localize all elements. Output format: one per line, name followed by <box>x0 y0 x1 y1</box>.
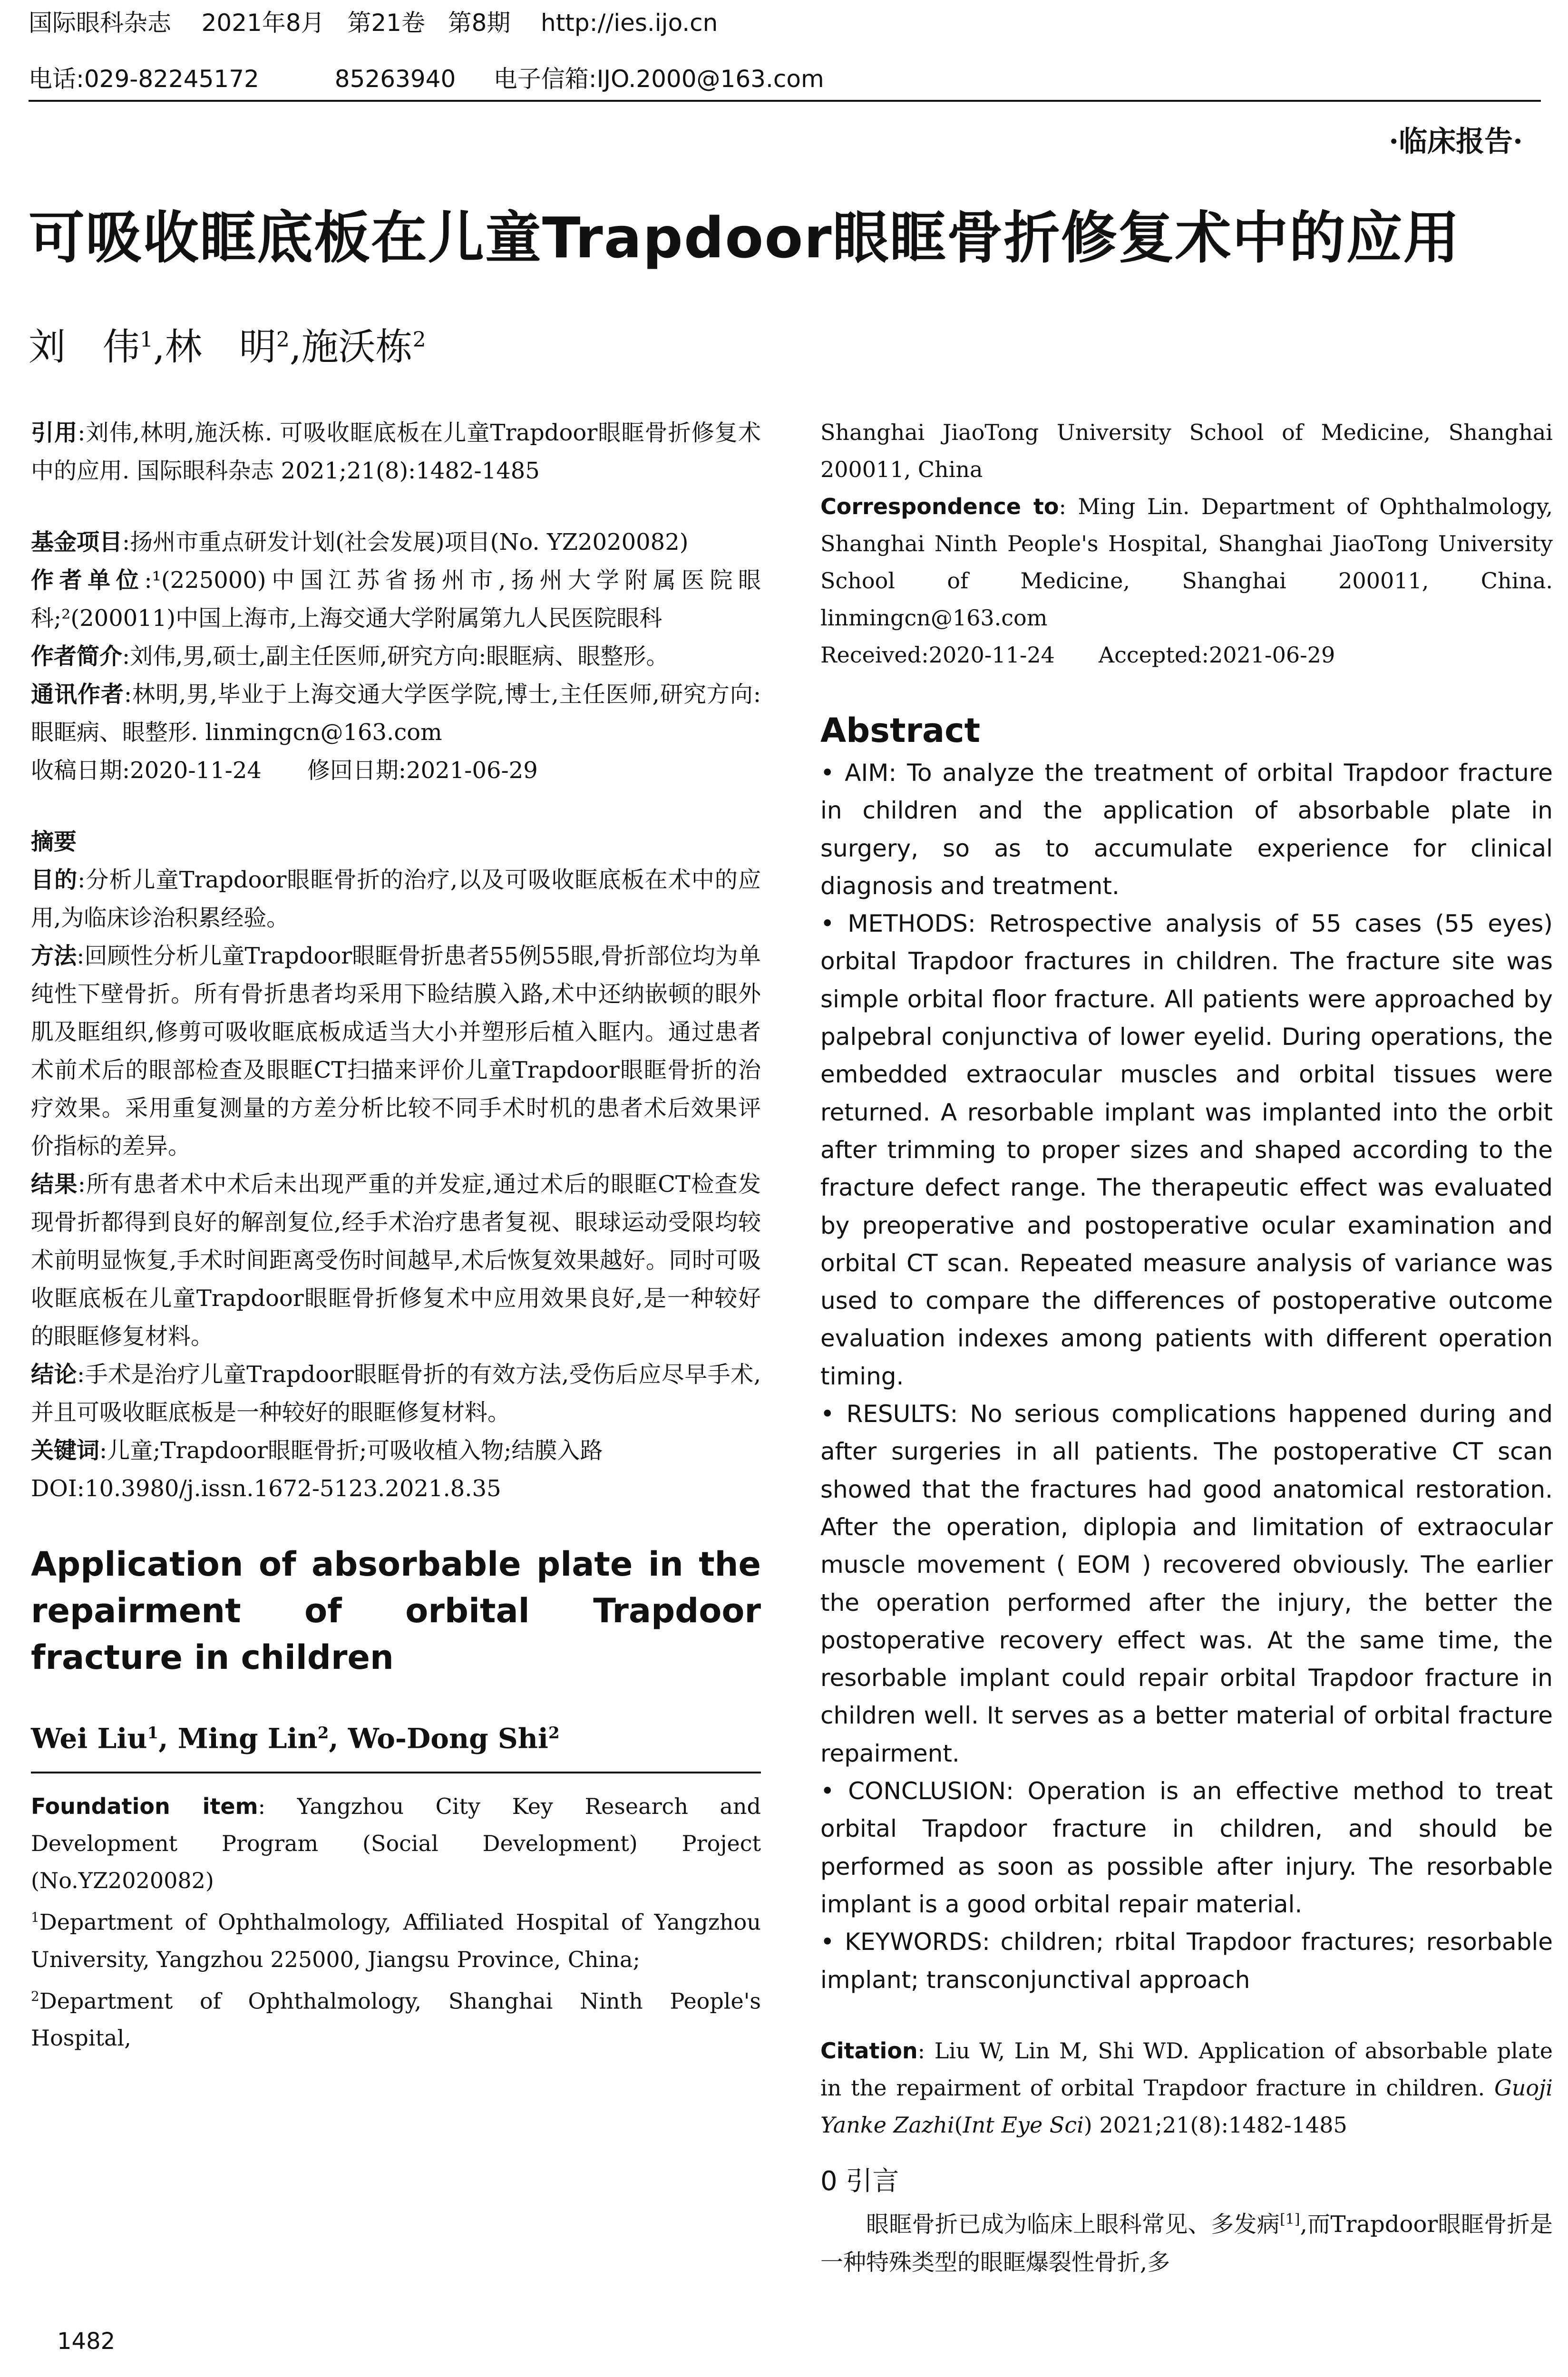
english-title: Application of absorbable plate in the repairment of orbital Trapdoor fracture in children <box>31 1545 761 1677</box>
conclusion-en: • CONCLUSION: Operation is an effective method to treat orbital Trapdoor fracture in children, and should be performed as soon as possible after injury. The resorbable implant is a good orbital repair material. <box>820 1777 1553 1918</box>
issue-info: 2021年8月 第21卷 第8期 <box>201 9 511 37</box>
article-title: 可吸收眶底板在儿童Trapdoor眼眶骨折修复术中的应用 <box>29 205 1461 271</box>
intro-body: 眼眶骨折已成为临床上眼科常见、多发病[1],而Trapdoor眼眶骨折是一种特殊类型的眼眶爆裂性骨折,多 <box>820 2211 1553 2276</box>
right-column <box>820 414 1553 2281</box>
author-cn: 林 明 <box>165 326 276 369</box>
corresponding-cn: 通讯作者:林明,男,毕业于上海交通大学医学院,博士,主任医师,研究方向:眼眶病、眼整形. linmingcn@163.com <box>31 681 761 746</box>
authors-en: Wei Liu$^1$, Ming Lin$^2$, Wo-Dong Shi$^2$ <box>31 1722 560 1755</box>
reference-link[interactable]: [1] <box>1280 2211 1300 2228</box>
email: 电子信箱:IJO.2000@163.com <box>493 65 824 93</box>
keywords-cn: 关键词:儿童;Trapdoor眼眶骨折;可吸收植入物;结膜入路 <box>31 1437 603 1464</box>
phone2: 85263940 <box>334 65 456 93</box>
abstract-heading-en: Abstract <box>820 711 981 750</box>
running-header-line2 <box>29 62 824 96</box>
author-cn: 施沃栋 <box>301 326 413 369</box>
keywords-en: • KEYWORDS: children; rbital Trapdoor fractures; resorbable implant; transconjunctival approach <box>820 1928 1553 1994</box>
foundation-en: Foundation item: Yangzhou City Key Research and Development Program (Social Development) Project (No.YZ2020082) <box>31 1793 761 1894</box>
correspondence-en: Correspondence to: Ming Lin. Department of Ophthalmology, Shanghai Ninth People's Hospital, Shanghai JiaoTong University School of Medicine, Shanghai 200011, China. linmingcn@163.com <box>820 494 1553 631</box>
dates-en: Received:2020-11-24 Accepted:2021-06-29 <box>820 642 1335 668</box>
left-column <box>31 414 761 2056</box>
authors-cn: 刘 伟$^1$,林 明$^2$,施沃栋$^2$ <box>29 326 426 369</box>
author-bio-cn: 作者简介:刘伟,男,硕士,副主任医师,研究方向:眼眶病、眼整形。 <box>31 643 669 670</box>
citation-cn: 引用:刘伟,林明,施沃栋. 可吸收眶底板在儿童Trapdoor眼眶骨折修复术中的应用. 国际眼科杂志 2021;21(8):1482-1485 <box>31 419 761 484</box>
aim-cn: 目的:分析儿童Trapdoor眼眶骨折的治疗,以及可吸收眶底板在术中的应用,为临床诊治积累经验。 <box>31 867 761 931</box>
author-cn: 刘 伟 <box>29 326 140 369</box>
section-tag: ·临床报告· <box>1389 125 1523 158</box>
abstract-body-en <box>820 754 1553 1999</box>
running-header-line1 <box>29 6 718 40</box>
fund-cn: 基金项目:扬州市重点研发计划(社会发展)项目(No. YZ2020082) <box>31 529 689 555</box>
abstract-heading-cn: 摘要 <box>31 828 77 855</box>
phone: 电话:029-82245172 <box>29 65 259 93</box>
results-en: • RESULTS: No serious complications happened during and after surgeries in all patients. The postoperative CT scan showed that the fractures had good anatomical restoration. After the operation, diplopia and limitation of extraocular muscle movement ( EOM ) recovered obviously. The earlier the operation performed after the injury, the better the postoperative recovery effect was. At the same time, the resorbable implant could repair orbital Trapdoor fracture in children well. It serves as a better material of orbital fracture repairment. <box>820 1400 1553 1767</box>
doi: DOI:10.3980/j.issn.1672-5123.2021.8.35 <box>31 1475 501 1502</box>
methods-en: • METHODS: Retrospective analysis of 55 cases (55 eyes) orbital Trapdoor fractures in children. The fracture site was simple orbital floor fracture. All patients were approached by palpebral conjunctiva of lower eyelid. During operations, the embedded extraocular muscles and orbital tissues were returned. A resorbable implant was implanted into the orbit after trimming to proper sizes and shaped according to the fracture defect range. The therapeutic effect was evaluated by preoperative and postoperative ocular examination and orbital CT scan. Repeated measure analysis of variance was used to compare the differences of postoperative outcome evaluation indexes among patients with different operation timing. <box>820 910 1553 1390</box>
header-rule <box>29 100 1541 102</box>
dates-cn: 收稿日期:2020-11-24 修回日期:2021-06-29 <box>31 757 538 784</box>
dept2-en: $^2$Department of Ophthalmology, Shanghai Ninth People's Hospital, <box>31 1987 761 2051</box>
dept2-cont-en: Shanghai JiaoTong University School of Medicine, Shanghai 200011, China <box>820 419 1553 482</box>
aim-en: • AIM: To analyze the treatment of orbital Trapdoor fracture in children and the application of absorbable plate in surgery, so as to accumulate experience for clinical diagnosis and treatment. <box>820 759 1553 900</box>
intro-heading: 0 引言 <box>820 2165 899 2197</box>
affiliation-cn: 作者单位:¹(225000)中国江苏省扬州市,扬州大学附属医院眼科;²(200011)中国上海市,上海交通大学附属第九人民医院眼科 <box>31 567 761 632</box>
journal-url: http://ies.ijo.cn <box>541 9 718 37</box>
conclusion-cn: 结论:手术是治疗儿童Trapdoor眼眶骨折的有效方法,受伤后应尽早手术,并且可吸收眶底板是一种较好的眼眶修复材料。 <box>31 1361 761 1426</box>
dept1-en: $^1$Department of Ophthalmology, Affiliated Hospital of Yangzhou University, Yangzhou 225000, Jiangsu Province, China; <box>31 1909 761 1972</box>
page-number: 1482 <box>57 2328 116 2355</box>
citation-en: Citation: Liu W, Lin M, Shi WD. Application of absorbable plate in the repairment of orbital Trapdoor fracture in children. Guoji Yanke Zazhi(Int Eye Sci) 2021;21(8):1482-1485 <box>820 2037 1553 2138</box>
journal-name: 国际眼科杂志 <box>29 9 171 37</box>
results-cn: 结果:所有患者术中术后未出现严重的并发症,通过术后的眼眶CT检查发现骨折都得到良好的解剖复位,经手术治疗患者复视、眼球运动受限均较术前明显恢复,手术时间距离受伤时间越早,术后恢复效果越好。同时可吸收眶底板在儿童Trapdoor眼眶骨折修复术中应用效果良好,是一种较好的眼眶修复材料。 <box>31 1171 761 1350</box>
methods-cn: 方法:回顾性分析儿童Trapdoor眼眶骨折患者55例55眼,骨折部位均为单纯性下壁骨折。所有骨折患者均采用下睑结膜入路,术中还纳嵌顿的眼外肌及眶组织,修剪可吸收眶底板成适当大小并塑形后植入眶内。通过患者术前术后的眼部检查及眼眶CT扫描来评价儿童Trapdoor眼眶骨折的治疗效果。采用重复测量的方差分析比较不同手术时机的患者术后效果评价指标的差异。 <box>31 943 761 1159</box>
